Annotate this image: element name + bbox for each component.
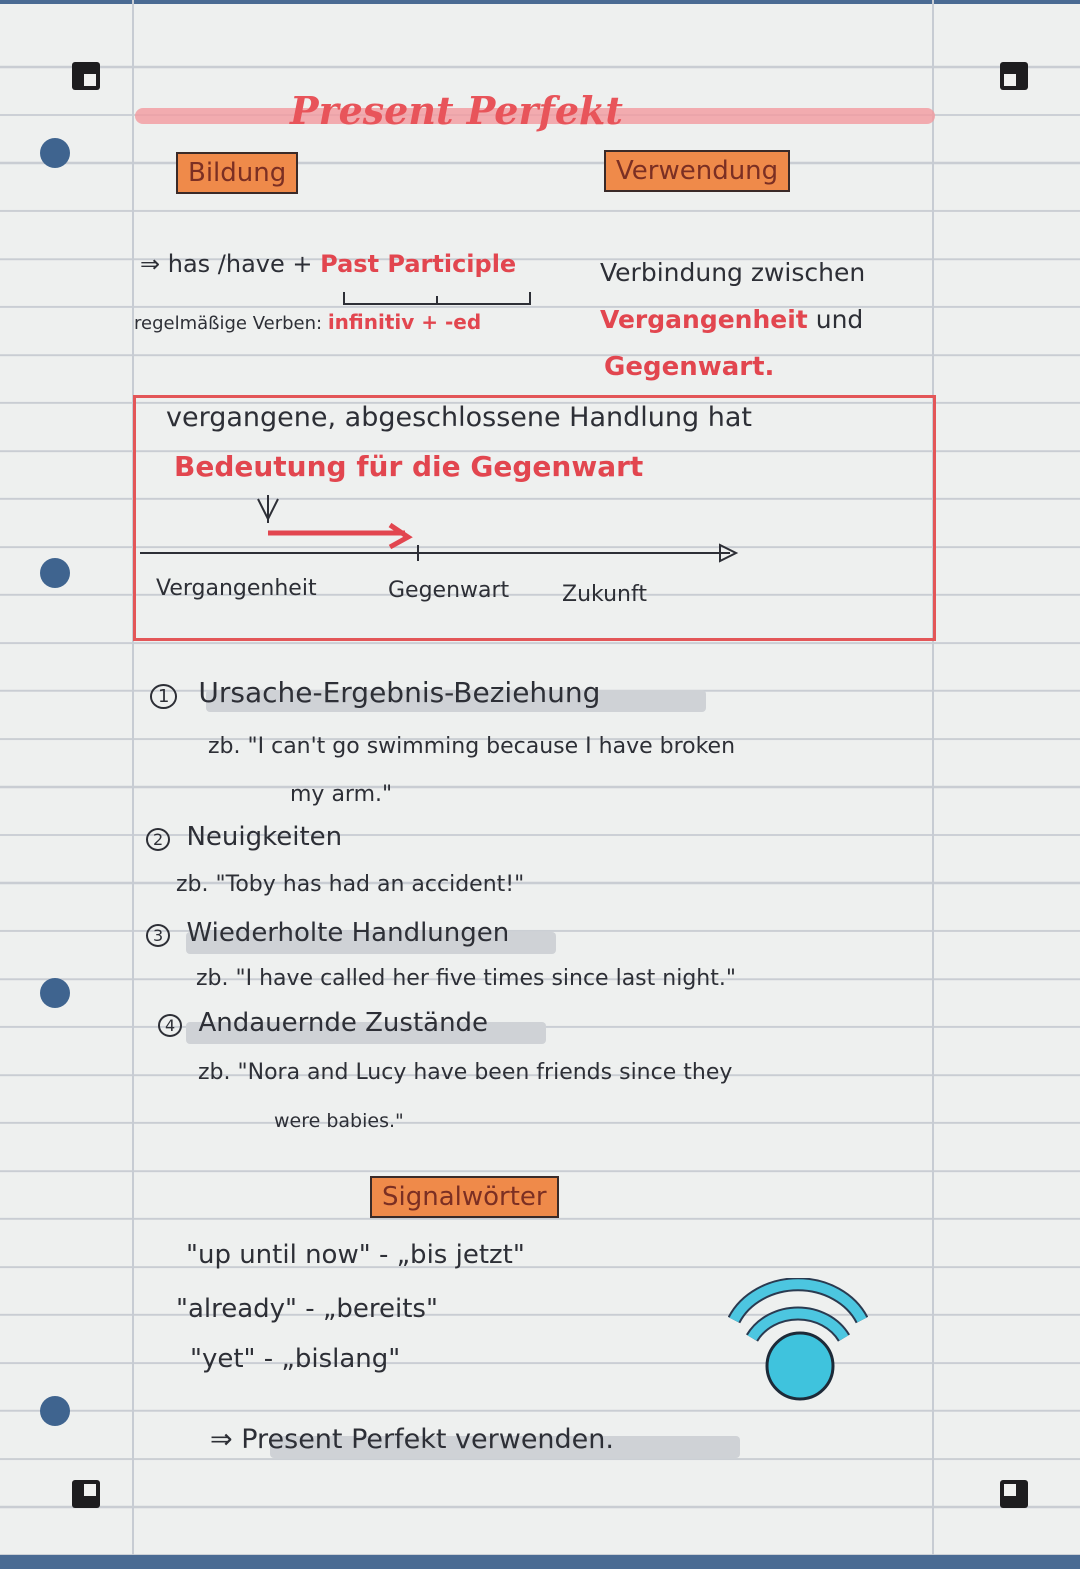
use-item-4-title	[158, 1008, 488, 1038]
timeline-diagram	[140, 495, 760, 575]
use-number-2: 2	[146, 828, 170, 851]
verwendung-gegenwart: Gegenwart.	[604, 352, 775, 382]
signal-word-3: "yet" - „bislang"	[190, 1344, 401, 1374]
bildung-rule-prefix: regelmäßige Verben:	[134, 313, 323, 334]
use-number-3: 3	[146, 924, 170, 947]
verwendung-line-2	[600, 305, 863, 334]
page-title: Present Perfekt	[290, 88, 623, 133]
bracket-line	[340, 288, 540, 310]
conclusion: ⇒ Present Perfekt verwenden.	[210, 1424, 614, 1455]
use-item-2-example: zb. "Toby has had an accident!"	[176, 872, 525, 897]
tag-bildung: Bildung	[176, 152, 298, 194]
right-margin-line	[932, 0, 934, 1569]
use-item-1-title	[150, 676, 600, 709]
binder-hole	[40, 978, 70, 1008]
corner-marker-icon	[72, 1480, 100, 1508]
bildung-line-2	[134, 310, 481, 334]
verwendung-vergangenheit: Vergangenheit	[600, 305, 808, 334]
use-title-2: Neuigkeiten	[186, 822, 343, 852]
use-item-1-example: zb. "I can't go swimming because I have broken	[208, 734, 736, 759]
bildung-line-1	[140, 250, 516, 278]
left-margin-line	[132, 0, 134, 1569]
binder-hole	[40, 138, 70, 168]
timeline-label-future: Zukunft	[562, 582, 647, 607]
corner-marker-icon	[1000, 62, 1028, 90]
box-line-2: Bedeutung für die Gegenwart	[174, 450, 644, 483]
corner-marker-icon	[72, 62, 100, 90]
use-title-3: Wiederholte Handlungen	[186, 918, 510, 948]
use-item-3-example: zb. "I have called her five times since last night."	[196, 966, 736, 991]
wifi-signal-icon	[728, 1278, 868, 1402]
corner-marker-icon	[1000, 1480, 1028, 1508]
use-item-2-title	[146, 822, 342, 852]
tag-signalwoerter: Signalwörter	[370, 1176, 559, 1218]
verwendung-line-1: Verbindung zwischen	[600, 258, 866, 287]
bildung-rule-suffix: infinitiv + -ed	[327, 310, 482, 334]
bildung-formula-participle: Past Participle	[320, 250, 517, 278]
use-title-1: Ursache-Ergebnis-Beziehung	[198, 676, 601, 709]
page-top-edge	[0, 0, 1080, 4]
signal-word-2: "already" - „bereits"	[176, 1294, 438, 1324]
use-number-4: 4	[158, 1014, 182, 1037]
timeline-label-past: Vergangenheit	[156, 576, 317, 601]
timeline-label-present: Gegenwart	[388, 578, 510, 603]
signal-word-1: "up until now" - „bis jetzt"	[186, 1240, 525, 1270]
use-item-4-example-cont: were babies."	[274, 1110, 404, 1132]
tag-verwendung: Verwendung	[604, 150, 790, 192]
box-line-1: vergangene, abgeschlossene Handlung hat	[166, 402, 752, 433]
use-item-1-example-cont: my arm."	[290, 782, 393, 807]
use-item-4-example: zb. "Nora and Lucy have been friends since they	[198, 1060, 733, 1085]
use-item-3-title	[146, 918, 509, 948]
bildung-formula-prefix: ⇒ has /have +	[140, 250, 313, 278]
page-bottom-edge	[0, 1555, 1080, 1569]
binder-hole	[40, 558, 70, 588]
binder-hole	[40, 1396, 70, 1426]
use-title-4: Andauernde Zustände	[198, 1008, 489, 1038]
verwendung-und: und	[815, 305, 864, 334]
use-number-1: 1	[150, 684, 177, 709]
